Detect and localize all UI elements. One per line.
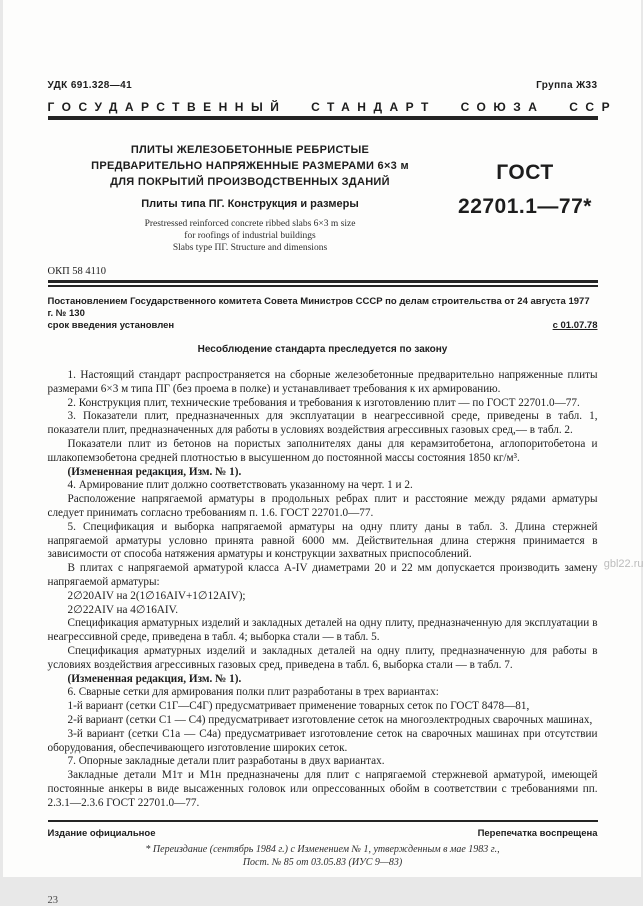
paragraph: 1. Настоящий стандарт распространяется на сборные железобетонные предварительно напряженные плиты размерами 6×3 м типа ПГ (без проема в полке) и устанавливает требования к их армированию. — [47, 369, 598, 395]
decree-block — [48, 296, 598, 332]
paragraph: 7. Опорные закладные детали плит разработаны в двух вариантах. — [67, 755, 385, 768]
paragraph: 1-й вариант (сетки С1Г—С4Г) предусматривает применение товарных сеток по ГОСТ 8478—81, — [67, 700, 530, 713]
paragraph: 5. Спецификация и выборка напрягаемой арматуры на одну плиту даны в табл. 3. Длина стержней напрягаемой арматуры условно принята равной 6000 мм. Действительная длина стержня принимается в зависимости от способа натяжения арматуры и конструкции захватных приспособлений. — [47, 520, 598, 561]
paragraph: 2. Конструкция плит, технические требования и требования к изготовлению плит — по ГОСТ 22701.0—77. — [67, 396, 580, 409]
title-en-line-3: Slabs type ПГ. Structure and dimensions — [172, 243, 328, 253]
header-rule — [48, 116, 598, 120]
title-line-3: ДЛЯ ПОКРЫТИЙ ПРОИЗВОДСТВЕННЫХ ЗДАНИЙ — [110, 176, 390, 188]
edition-note-line-1: * Переиздание (сентябрь 1984 г.) с Изменением № 1, утвержденным в мае 1983 г., — [145, 844, 500, 855]
paragraph: Показатели плит из бетонов на пористых заполнителях даны для керамзитобетона, аглопоритобетона и шлакопемзобетона средней плотностью в высушенном до постоянной массы состояния 1850 кг/м³. — [47, 437, 598, 464]
title-block — [48, 142, 453, 254]
watermark: gbl22.ru — [603, 558, 643, 570]
paragraph: Спецификация арматурных изделий и закладных деталей на одну плиту, предназначенную для работы в условиях воздействия агрессивных газовых сред, приведена в табл. 6, выборка стали — в табл. 7. — [47, 644, 598, 671]
meta-row — [48, 80, 598, 91]
document-page — [3, 0, 643, 906]
paragraph: В плитах с напрягаемой арматурой класса А-IV диаметрами 20 и 22 мм допускается производить замену напрягаемой арматуры: — [47, 562, 598, 588]
paragraph: Спецификация арматурных изделий и закладных деталей на одну плиту, предназначенную для эксплуатации в неагрессивной среде, приведена в табл. 4; выборка стали — в табл. 5. — [47, 617, 598, 644]
double-rule — [48, 280, 598, 287]
paragraph: (Измененная редакция, Изм. № 1). — [67, 465, 242, 478]
official-edition-label: Издание официальное — [47, 828, 156, 839]
paragraph: 3-й вариант (сетки С1а — С4а) предусматривает изготовление сеток на сварочных машинах при отсутствии оборудования, обеспечивающего изготовление широких сеток. — [47, 727, 598, 754]
gost-number: 22701.1—77* — [458, 195, 592, 218]
state-standard-header: ГОСУДАРСТВЕННЫЙ СТАНДАРТ СОЮЗА ССР — [47, 100, 618, 114]
group-code: Группа Ж33 — [536, 80, 598, 91]
paragraph: 2∅20АIV на 2(1∅16АIV+1∅12АIV); — [67, 589, 246, 602]
udk-code: УДК 691.328—41 — [47, 80, 133, 91]
paragraph: Расположение напрягаемой арматуры в продольных ребрах плит и расстояние между рядами арматуры следует принимать согласно требованиям п. 1.6. ГОСТ 22701.0—77. — [47, 493, 598, 519]
okp-code: ОКП 58 4110 — [47, 266, 107, 277]
paragraph: (Измененная редакция, Изм. № 1). — [67, 672, 242, 685]
footer-rule — [48, 820, 598, 823]
gost-designation — [453, 156, 598, 254]
paragraph: 3. Показатели плит, предназначенных для эксплуатации в неагрессивной среде, приведены в табл. 1, показатели плит, предназначенных для работы в условиях воздействия агрессивных газовых сред,— в табл. 2. — [47, 410, 598, 437]
paragraph: 2-й вариант (сетки С1 — С4) предусматривает изготовление сеток на многоэлектродных сварочных машинах, — [67, 713, 593, 726]
title-en-line-2: for roofings of industrial buildings — [184, 231, 316, 241]
title-section — [48, 142, 598, 254]
body-paragraphs — [48, 369, 598, 811]
page-number: 23 — [47, 895, 58, 906]
paragraph: 6. Сварные сетки для армирования полки плит разработаны в трех вариантах: — [67, 686, 439, 699]
paragraph: 2∅22АIV на 4∅16АIV. — [67, 603, 179, 616]
title-english — [48, 218, 453, 254]
title-line-1: ПЛИТЫ ЖЕЛЕЗОБЕТОННЫЕ РЕБРИСТЫЕ — [130, 144, 370, 156]
footer-row — [48, 828, 598, 839]
gost-label: ГОСТ — [496, 161, 554, 184]
effective-date: с 01.07.78 — [552, 320, 598, 331]
paragraph: Закладные детали М1т и М1н предназначены для плит с напрягаемой стержневой арматурой, имеющей постоянные анкеры в виде высаженных головок или опрессованных обойм в соответствии с требованиями пп. 2.3.1—2.3.6 ГОСТ 22701.0—77. — [47, 769, 598, 809]
decree-line-2 — [48, 320, 598, 332]
title-line-2: ПРЕДВАРИТЕЛЬНО НАПРЯЖЕННЫЕ РАЗМЕРАМИ 6×3 м — [91, 160, 409, 172]
edition-note — [48, 843, 598, 869]
law-notice: Несоблюдение стандарта преследуется по закону — [197, 344, 448, 355]
title-en-line-1: Prestressed reinforced concrete ribbed slabs 6×3 m size — [144, 219, 356, 229]
decree-line-2-left: срок введения установлен — [47, 320, 175, 331]
decree-line-1: Постановлением Государственного комитета Совета Министров СССР по делам строительства от 24 августа 1977 г. № 130 — [47, 296, 590, 319]
document-subtitle: Плиты типа ПГ. Конструкция и размеры — [141, 198, 359, 210]
edition-note-line-2: Пост. № 85 от 03.05.83 (ИУС 9—83) — [242, 857, 403, 868]
paragraph: 4. Армирование плит должно соответствовать указанному на черт. 1 и 2. — [67, 479, 413, 492]
reprint-prohibited-label: Перепечатка воспрещена — [477, 828, 598, 839]
